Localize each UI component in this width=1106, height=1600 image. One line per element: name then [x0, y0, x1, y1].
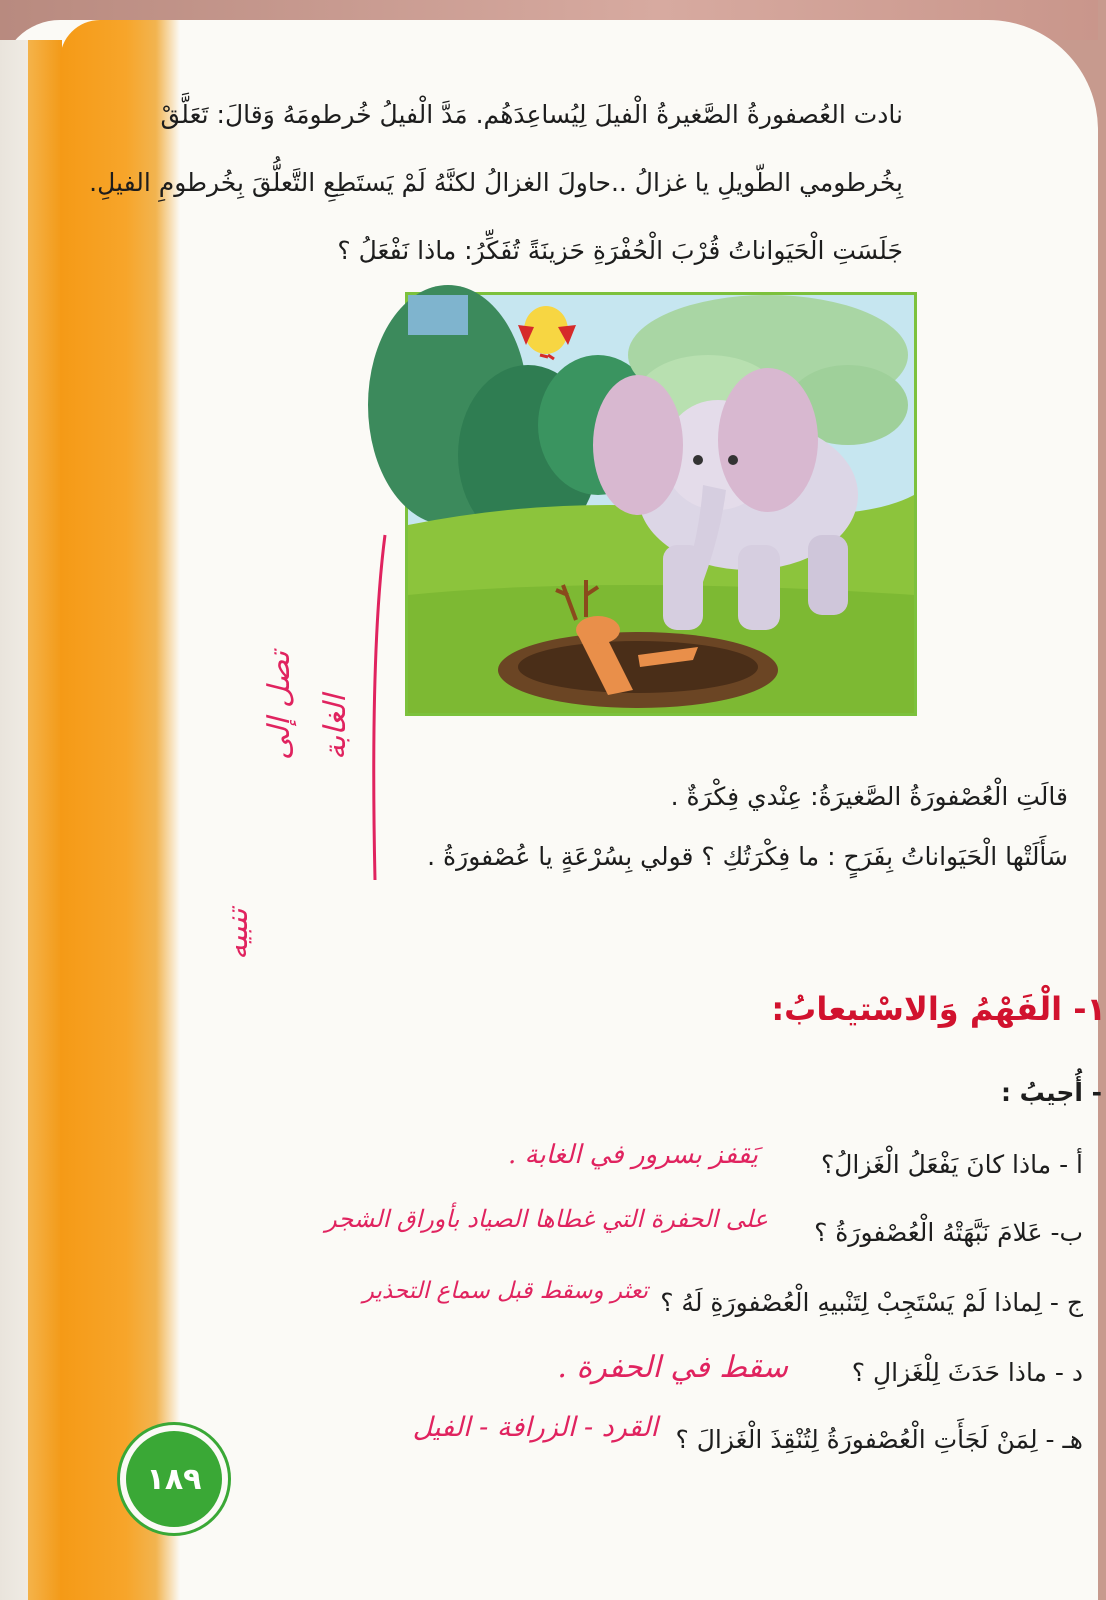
answer-d: سقط في الحفرة .	[557, 1350, 788, 1385]
handwritten-note-1: الغابة	[318, 694, 353, 760]
instruction-answer: - أُجيبُ :	[1000, 1078, 1102, 1107]
question-d: د - ماذا حَدَثَ لِلْغَزالِ ؟	[851, 1358, 1083, 1387]
question-e: هـ - لِمَنْ لَجَأَتِ الْعُصْفورَةُ لِتُنْقِذَ الْغَزالَ ؟	[675, 1425, 1083, 1454]
story-line-3: جَلَسَتِ الْحَيَواناتُ قُرْبَ الْحُفْرَةِ حَزينَةً تُفَكِّرُ: ماذا نَفْعَلُ ؟	[337, 236, 903, 265]
answer-a: يَقفز بسرور في الغابة .	[508, 1140, 758, 1170]
handwritten-note-3: تنبيه	[220, 908, 255, 960]
story-illustration	[405, 292, 917, 716]
page-number-badge: ١٨٩	[120, 1425, 228, 1533]
answer-b: على الحفرة التي غطاها الصياد بأوراق الشجر	[325, 1205, 768, 1233]
story-line-1: نادت العُصفورةُ الصَّغيرةُ الْفيلَ لِيُساعِدَهُم. مَدَّ الْفيلُ خُرطومَهُ وَقالَ: تَعَلَّقْ	[160, 100, 903, 129]
story-line-5: سَأَلَتْها الْحَيَواناتُ بِفَرَحٍ : ما فِكْرَتُكِ ؟ قولي بِسُرْعَةٍ يا عُصْفورَةُ .	[427, 842, 1068, 871]
orange-margin-band	[60, 20, 180, 1600]
story-line-2: بِخُرطومي الطّويلِ يا غزالُ ..حاولَ الغزالُ لكنَّهُ لَمْ يَستَطِعِ التَّعلُّقَ بِخُرطومِ الفيلِ.	[89, 168, 903, 197]
handwritten-bracket	[340, 530, 400, 890]
answer-c: تعثر وسقط قبل سماع التحذير	[362, 1278, 648, 1304]
handwritten-note-2: تصل إلى	[262, 650, 297, 760]
answer-e: القرد - الزرافة - الفيل	[412, 1412, 658, 1443]
question-b: ب- عَلامَ نَبَّهَتْهُ الْعُصْفورَةُ ؟	[814, 1218, 1083, 1247]
question-c: ج - لِماذا لَمْ يَسْتَجِبْ لِتَنْبيهِ الْعُصْفورَةِ لَهُ ؟	[660, 1288, 1083, 1317]
section-title: ١- الْفَهْمُ وَالاسْتيعابُ:	[771, 990, 1106, 1028]
elephant-gazelle-illustration	[408, 295, 914, 713]
orange-edge	[28, 40, 62, 1600]
question-a: أ - ماذا كانَ يَفْعَلُ الْغَزالُ؟	[820, 1150, 1083, 1179]
story-line-4: قالَتِ الْعُصْفورَةُ الصَّغيرَةُ: عِنْدي فِكْرَةٌ .	[670, 782, 1068, 811]
